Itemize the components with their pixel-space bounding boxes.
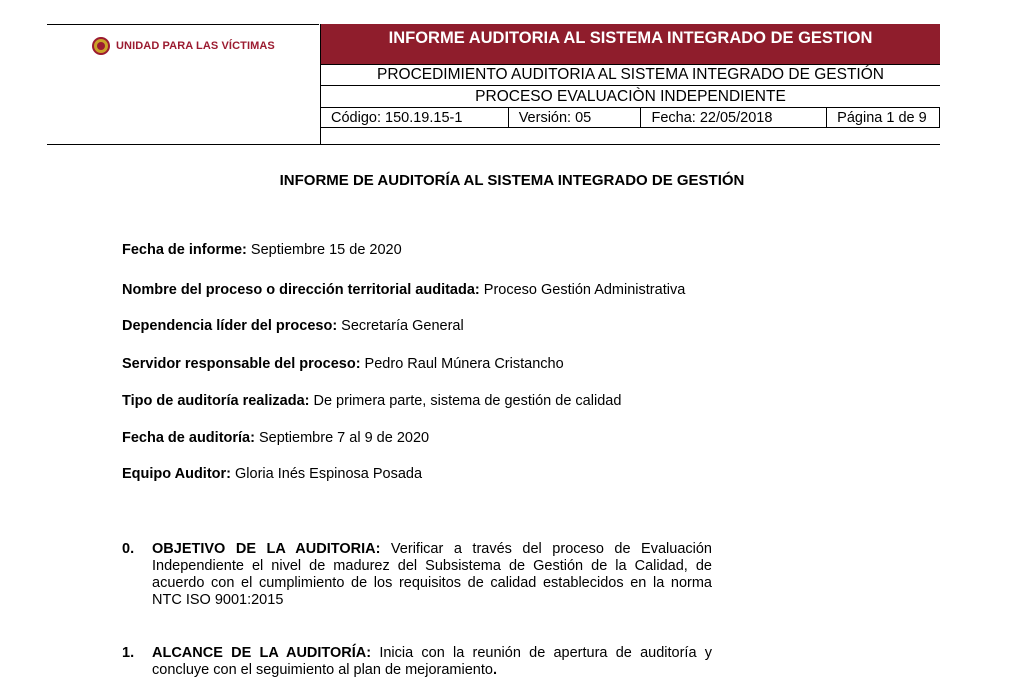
field-value: Septiembre 7 al 9 de 2020 <box>254 430 430 446</box>
header-title: INFORME AUDITORIA AL SISTEMA INTEGRADO DE GESTION <box>321 24 940 64</box>
header-top-rule <box>47 24 319 25</box>
field-label: Dependencia líder del proceso: <box>122 318 338 334</box>
field-label: Fecha de informe: <box>122 242 247 258</box>
field-value: De primera parte, sistema de gestión de calidad <box>309 393 622 409</box>
field-lead-dependency <box>122 318 464 334</box>
field-value: Proceso Gestión Administrativa <box>479 282 686 298</box>
field-responsible-officer <box>122 356 564 372</box>
header-code: Código: 150.19.15-1 <box>321 108 509 127</box>
header-process: PROCESO EVALUACIÒN INDEPENDIENTE <box>321 86 940 108</box>
section-heading: OBJETIVO DE LA AUDITORIA: <box>152 541 381 557</box>
section-text: Verificar a través del proceso de Evaluación Independiente el nivel de madurez del Subsistema de Gestión de la Calidad, de acuerdo con el cumplimiento de los requisitos de calidad establecidos en la norma NTC ISO 9001:2015 <box>152 541 712 608</box>
field-report-date <box>122 242 402 258</box>
header-meta-row <box>321 108 940 128</box>
header-date: Fecha: 22/05/2018 <box>641 108 827 127</box>
section-text: Inicia con la reunión de apertura de auditoría y concluye con el seguimiento al plan de mejoramiento <box>152 645 712 678</box>
organization-logo <box>92 37 275 55</box>
section-body <box>152 541 712 609</box>
field-value: Septiembre 15 de 2020 <box>246 242 402 258</box>
section-number: 1. <box>122 645 135 661</box>
field-audit-date <box>122 430 429 446</box>
section-number: 0. <box>122 541 135 557</box>
coat-of-arms-icon <box>92 37 110 55</box>
document-title: INFORME DE AUDITORÍA AL SISTEMA INTEGRADO DE GESTIÓN <box>279 172 745 189</box>
field-label: Tipo de auditoría realizada: <box>122 393 310 409</box>
section-trailing: . <box>492 662 497 678</box>
header-page: Página 1 de 9 <box>827 108 940 127</box>
header-procedure: PROCEDIMIENTO AUDITORIA AL SISTEMA INTEGRADO DE GESTIÓN <box>321 64 940 86</box>
section-body <box>152 645 712 679</box>
field-label: Fecha de auditoría: <box>122 430 255 446</box>
header-bottom-rule <box>47 144 940 145</box>
field-label: Nombre del proceso o dirección territorial auditada: <box>122 282 480 298</box>
logo-text: UNIDAD PARA LAS VÍCTIMAS <box>116 40 275 52</box>
field-value: Pedro Raul Múnera Cristancho <box>360 356 564 372</box>
section-scope <box>122 645 712 679</box>
field-audit-type <box>122 393 621 409</box>
field-label: Equipo Auditor: <box>122 466 231 482</box>
field-process-name <box>122 282 685 298</box>
section-heading: ALCANCE DE LA AUDITORÍA: <box>152 645 372 661</box>
field-value: Secretaría General <box>337 318 464 334</box>
field-audit-team <box>122 466 422 482</box>
document-header-table <box>320 24 940 144</box>
section-objective <box>122 541 712 609</box>
field-label: Servidor responsable del proceso: <box>122 356 361 372</box>
header-version: Versión: 05 <box>509 108 642 127</box>
field-value: Gloria Inés Espinosa Posada <box>231 466 423 482</box>
